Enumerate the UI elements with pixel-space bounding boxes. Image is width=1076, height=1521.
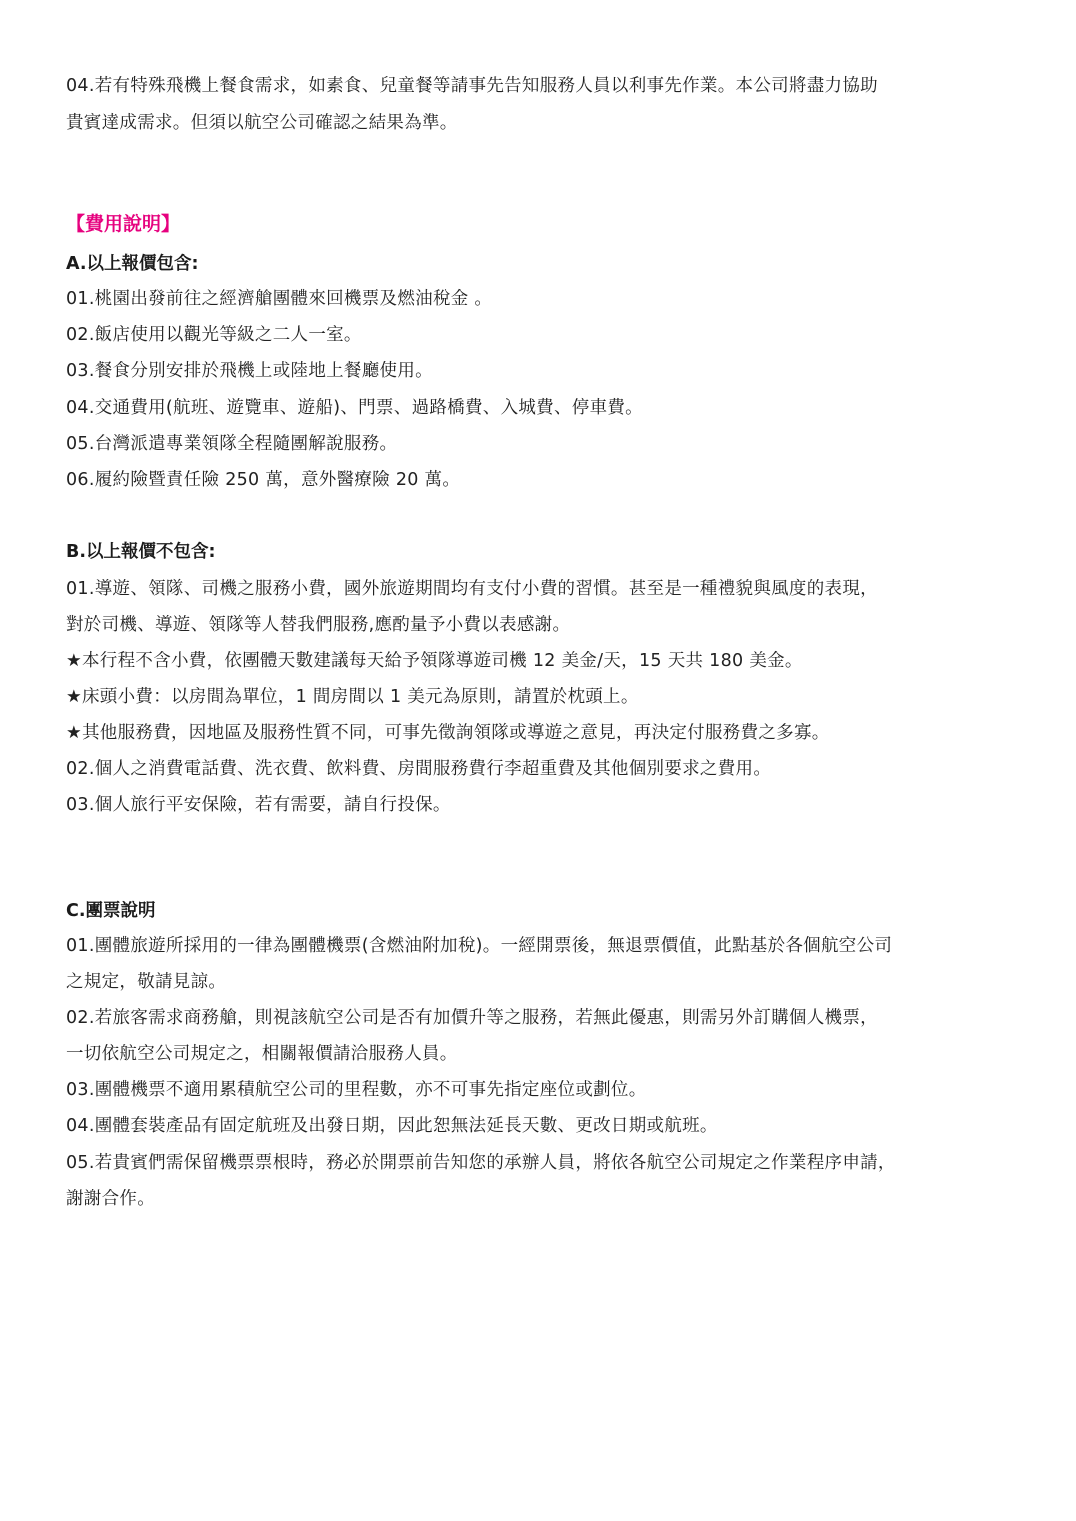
intro-line-2: 貴賓達成需求。但須以航空公司確認之結果為準。 — [66, 113, 458, 133]
tickets-item: 05.若貴賓們需保留機票票根時，務必於開票前告知您的承辦人員，將依各航空公司規定之作業程序申請， — [66, 1153, 896, 1173]
included-item: 01.桃園出發前往之經濟艙團體來回機票及燃油稅金 。 — [66, 289, 493, 309]
excluded-heading: B.以上報價不包含: — [66, 542, 216, 562]
tickets-item: 一切依航空公司規定之，相關報價請洽服務人員。 — [66, 1044, 458, 1064]
excluded-item: ★本行程不含小費，依團體天數建議每天給予領隊導遊司機 12 美金/天，15 天共 180 美金。 — [66, 651, 803, 671]
tickets-item: 之規定，敬請見諒。 — [66, 972, 227, 992]
excluded-item: 01.導遊、領隊、司機之服務小費，國外旅遊期間均有支付小費的習慣。甚至是一種禮貌與風度的表現， — [66, 579, 878, 599]
tickets-item: 02.若旅客需求商務艙，則視該航空公司是否有加價升等之服務，若無此優惠，則需另外訂購個人機票， — [66, 1008, 878, 1028]
excluded-item: ★床頭小費：以房間為單位，1 間房間以 1 美元為原則，請置於枕頭上。 — [66, 687, 639, 707]
included-item: 03.餐食分別安排於飛機上或陸地上餐廳使用。 — [66, 361, 433, 381]
included-item: 06.履約險暨責任險 250 萬，意外醫療險 20 萬。 — [66, 470, 461, 490]
included-item: 02.飯店使用以觀光等級之二人一室。 — [66, 325, 362, 345]
tickets-item: 04.團體套裝產品有固定航班及出發日期，因此恕無法延長天數、更改日期或航班。 — [66, 1116, 718, 1136]
excluded-item: 03.個人旅行平安保險，若有需要，請自行投保。 — [66, 795, 451, 815]
tickets-item: 01.團體旅遊所採用的一律為團體機票(含燃油附加稅)。一經開票後，無退票價值，此點基於各個航空公司 — [66, 936, 893, 956]
excluded-item: ★其他服務費，因地區及服務性質不同，可事先徵詢領隊或導遊之意見，再決定付服務費之多寡。 — [66, 723, 830, 743]
fees-section-title: 【費用說明】 — [66, 213, 181, 235]
tickets-item: 謝謝合作。 — [66, 1189, 155, 1209]
intro-line-1: 04.若有特殊飛機上餐食需求，如素食、兒童餐等請事先告知服務人員以利事先作業。本公司將盡力協助 — [66, 76, 878, 96]
tickets-heading: C.團票說明 — [66, 901, 156, 921]
included-item: 05.台灣派遣專業領隊全程隨團解說服務。 — [66, 434, 398, 454]
included-heading: A.以上報價包含: — [66, 254, 199, 274]
included-item: 04.交通費用(航班、遊覽車、遊船)、門票、過路橋費、入城費、停車費。 — [66, 398, 643, 418]
excluded-item: 對於司機、導遊、領隊等人替我們服務,應酌量予小費以表感謝。 — [66, 615, 571, 635]
tickets-item: 03.團體機票不適用累積航空公司的里程數，亦不可事先指定座位或劃位。 — [66, 1080, 647, 1100]
excluded-item: 02.個人之消費電話費、洗衣費、飲料費、房間服務費行李超重費及其他個別要求之費用。 — [66, 759, 772, 779]
